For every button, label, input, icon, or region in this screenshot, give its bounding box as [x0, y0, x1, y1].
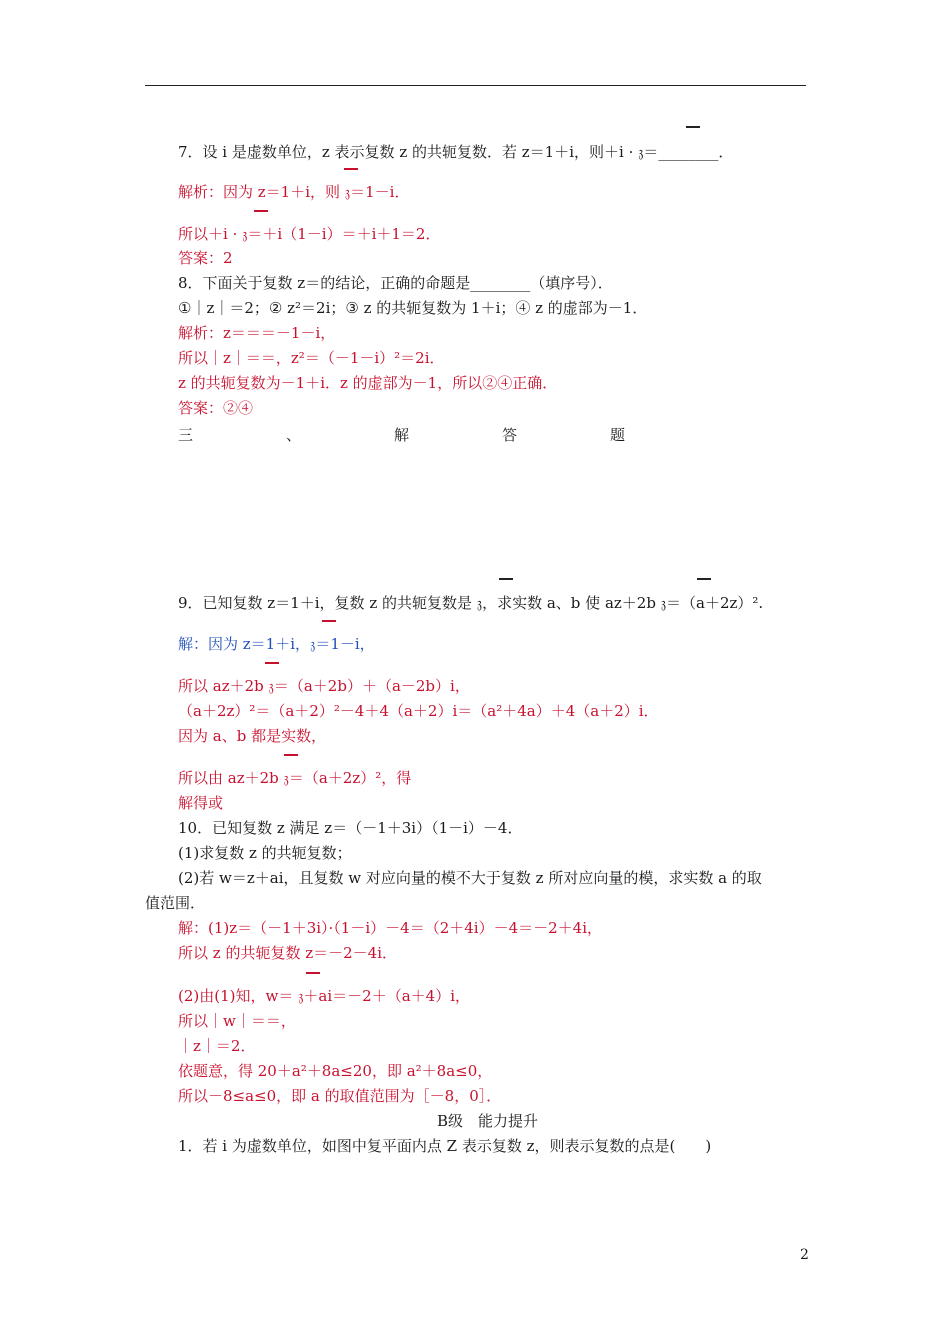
- section-heading-char: 解: [394, 426, 410, 444]
- q7-question: 7．设 i 是虚数单位，z 表示复数 z 的共轭复数．若 z＝1＋i，则＋i · 𝔷＝________．: [178, 143, 734, 161]
- conjugate-bar: [697, 578, 711, 580]
- q9-solution-3: （a＋2z）²＝（a＋2）²－4＋4（a＋2）i＝（a²＋4a）＋4（a＋2）i．: [178, 702, 659, 720]
- level-b-heading: B级 能力提升: [437, 1112, 539, 1130]
- conjugate-bar: [322, 620, 336, 622]
- q10-part-1: (1)求复数 z 的共轭复数；: [178, 844, 352, 862]
- q7-solution-2: 所以＋i · 𝔷＝＋i（1－i）＝＋i＋1＝2．: [178, 225, 441, 243]
- q8-solution-1: 解析：z＝＝＝－1－i，: [178, 324, 336, 342]
- q10-solution-3: (2)由(1)知，w＝ 𝔷＋ai＝－2＋（a＋4）i，: [178, 987, 470, 1005]
- conjugate-bar: [499, 578, 513, 580]
- q8-answer: 答案：②④: [178, 399, 254, 417]
- conjugate-bar: [284, 754, 298, 756]
- q9-question: 9．已知复数 z＝1＋i，复数 z 的共轭复数是 𝔷，求实数 a、b 使 az＋2b 𝔷＝（a＋2z）².: [178, 594, 764, 612]
- section-heading-char: 、: [286, 426, 302, 444]
- q8-options: ①｜z｜＝2；② z²＝2i；③ z 的共轭复数为 1＋i；④ z 的虚部为－1．: [178, 299, 648, 317]
- section-heading-char: 三: [178, 426, 194, 444]
- q8-solution-2: 所以｜z｜＝＝，z²＝（－1－i）²＝2i．: [178, 349, 445, 367]
- q10-solution-2: 所以 z 的共轭复数 z＝－2－4i．: [178, 944, 397, 962]
- q8-question: 8．下面关于复数 z＝的结论，正确的命题是________（填序号）．: [178, 274, 613, 292]
- q10-solution-7: 所以－8≤a≤0，即 a 的取值范围为［－8，0］．: [178, 1087, 502, 1105]
- q10-solution-4: 所以｜w｜＝＝，: [178, 1012, 296, 1030]
- q9-solution-4: 因为 a、b 都是实数，: [178, 727, 327, 745]
- q10-solution-6: 依题意，得 20＋a²＋8a≤20，即 a²＋8a≤0，: [178, 1062, 493, 1080]
- section-heading-char: 答: [502, 426, 518, 444]
- q10-question: 10．已知复数 z 满足 z＝（－1＋3i）（1－i）－4．: [178, 819, 523, 837]
- page-number: 2: [800, 1247, 809, 1263]
- conjugate-bar: [344, 168, 358, 170]
- q10-solution-1: 解：(1)z＝（－1＋3i）·（1－i）－4＝（2＋4i）－4＝－2＋4i，: [178, 919, 603, 937]
- q9-solution-5: 所以由 az＋2b 𝔷＝（a＋2z）²，得: [178, 769, 412, 787]
- section-heading-char: 题: [610, 426, 626, 444]
- q9-solution-6: 解得或: [178, 794, 224, 812]
- q8-solution-3: z 的共轭复数为－1＋i．z 的虚部为－1，所以②④正确．: [178, 374, 558, 392]
- level-b-question-1: 1．若 i 为虚数单位，如图中复平面内点 Z 表示复数 z，则表示复数的点是( ): [178, 1137, 712, 1155]
- q7-answer: 答案：2: [178, 249, 233, 267]
- q9-solution-1: 解：因为 z＝1＋i，𝔷＝1－i，: [178, 635, 375, 653]
- conjugate-bar: [265, 662, 279, 664]
- header-rule: [145, 85, 806, 86]
- q10-part-2: (2)若 w＝z＋ai，且复数 w 对应向量的模不大于复数 z 所对应向量的模，求实数 a 的取: [178, 869, 762, 887]
- q10-solution-5: ｜z｜＝2．: [178, 1037, 256, 1055]
- q10-part-2-continued: 值范围．: [145, 894, 206, 912]
- conjugate-bar: [686, 126, 700, 128]
- conjugate-bar: [254, 210, 268, 212]
- q9-solution-2: 所以 az＋2b 𝔷＝（a＋2b）＋（a－2b）i，: [178, 677, 470, 695]
- conjugate-bar: [306, 972, 320, 974]
- q7-solution-1: 解析：因为 z＝1＋i，则 𝔷＝1－i．: [178, 183, 410, 201]
